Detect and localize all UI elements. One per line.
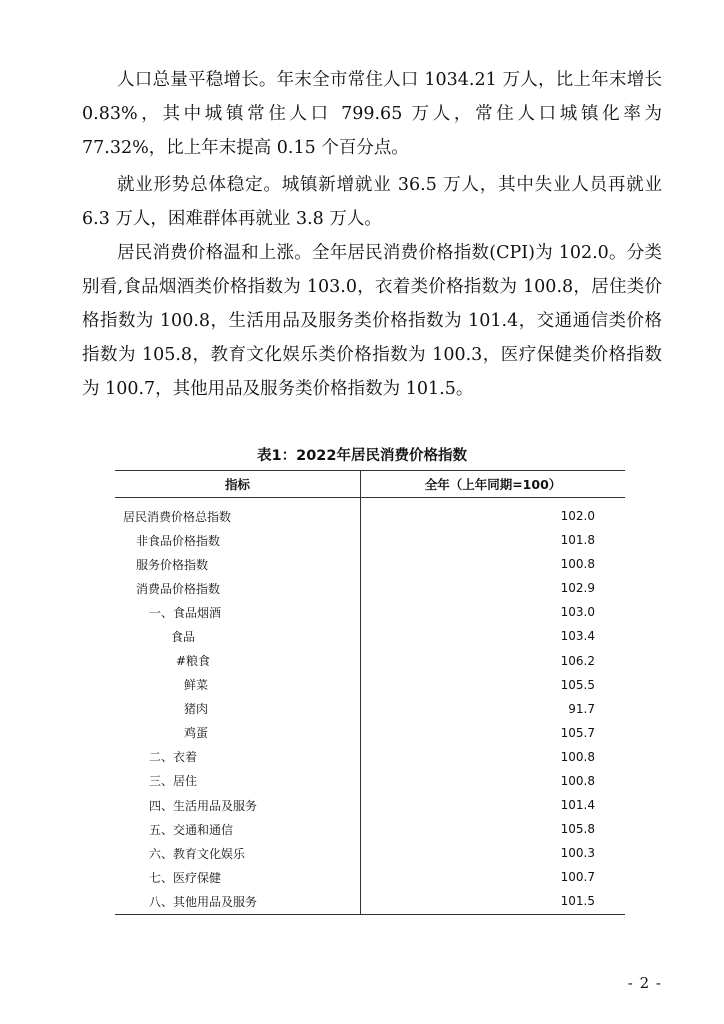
table-row xyxy=(115,600,625,624)
table-row xyxy=(115,624,625,648)
table-row xyxy=(115,817,625,841)
table-row xyxy=(115,673,625,697)
row-label: 四、生活用品及服务 xyxy=(115,793,361,817)
row-value: 103.0 xyxy=(560,605,595,620)
row-value: 100.3 xyxy=(560,846,595,861)
table-row xyxy=(115,721,625,745)
table-row xyxy=(115,552,625,576)
row-label: 食品 xyxy=(115,624,361,648)
row-label: 猪肉 xyxy=(115,697,361,721)
page-number: - 2 - xyxy=(627,974,662,992)
table-row xyxy=(115,793,625,817)
row-label: #粮食 xyxy=(115,648,361,672)
table-row xyxy=(115,697,625,721)
row-label: 服务价格指数 xyxy=(115,552,361,576)
table-row xyxy=(115,841,625,865)
row-label: 一、食品烟酒 xyxy=(115,600,361,624)
row-value: 101.8 xyxy=(560,533,595,548)
paragraph-employment: 就业形势总体稳定。城镇新增就业 36.5 万人，其中失业人员再就业 6.3 万人，困难群体再就业 3.8 万人。 xyxy=(82,175,662,229)
row-value: 101.4 xyxy=(560,798,595,813)
row-label: 五、交通和通信 xyxy=(115,817,361,841)
row-label: 鲜菜 xyxy=(115,673,361,697)
row-value: 102.0 xyxy=(560,509,595,523)
row-value: 105.5 xyxy=(560,677,595,692)
row-label: 八、其他用品及服务 xyxy=(115,889,361,914)
header-indicator: 指标 xyxy=(115,471,361,498)
paragraph-population: 人口总量平稳增长。年末全市常住人口 1034.21 万人，比上年末增长 0.83%，其中城镇常住人口 799.65 万人，常住人口城镇化率为 77.32%，比上年末提高 0.15 个百分点。 xyxy=(82,70,662,158)
table-row xyxy=(115,769,625,793)
table-row xyxy=(115,889,625,914)
table-row xyxy=(115,865,625,889)
row-value: 105.8 xyxy=(560,822,595,837)
row-value: 102.9 xyxy=(560,581,595,596)
row-value: 100.8 xyxy=(560,557,595,572)
row-value: 100.7 xyxy=(560,870,595,885)
table-row xyxy=(115,576,625,600)
table-title: 表1：2022年居民消费价格指数 xyxy=(257,448,467,464)
row-label: 居民消费价格总指数 xyxy=(115,498,361,529)
row-label: 七、医疗保健 xyxy=(115,865,361,889)
header-annual: 全年（上年同期=100） xyxy=(361,471,626,498)
table-row xyxy=(115,528,625,552)
table-row xyxy=(115,745,625,769)
row-label: 六、教育文化娱乐 xyxy=(115,841,361,865)
table-header-row xyxy=(115,471,625,498)
row-value: 103.4 xyxy=(560,629,595,644)
row-value: 100.8 xyxy=(560,749,595,764)
row-label: 三、居住 xyxy=(115,769,361,793)
row-value: 105.7 xyxy=(560,725,595,740)
row-label: 鸡蛋 xyxy=(115,721,361,745)
row-value: 106.2 xyxy=(560,653,595,668)
row-label: 非食品价格指数 xyxy=(115,528,361,552)
row-label: 消费品价格指数 xyxy=(115,576,361,600)
cpi-table xyxy=(115,470,625,915)
row-value: 91.7 xyxy=(568,701,595,716)
row-value: 100.8 xyxy=(560,773,595,788)
table-row xyxy=(115,498,625,529)
row-value: 101.5 xyxy=(361,889,626,914)
paragraph-cpi: 居民消费价格温和上涨。全年居民消费价格指数(CPI)为 102.0。分类别看,食品烟酒类价格指数为 103.0，衣着类价格指数为 100.8，居住类价格指数为 100.8，生活用品及服务类价格指数为 101.4，交通通信类价格指数为 105.8，教育文化娱乐类价格指数为 100.3，医疗保健类价格指数为 100.7，其他用品及服务类价格指数为 101.5。 xyxy=(82,243,662,399)
row-label: 二、衣着 xyxy=(115,745,361,769)
table-row xyxy=(115,648,625,672)
